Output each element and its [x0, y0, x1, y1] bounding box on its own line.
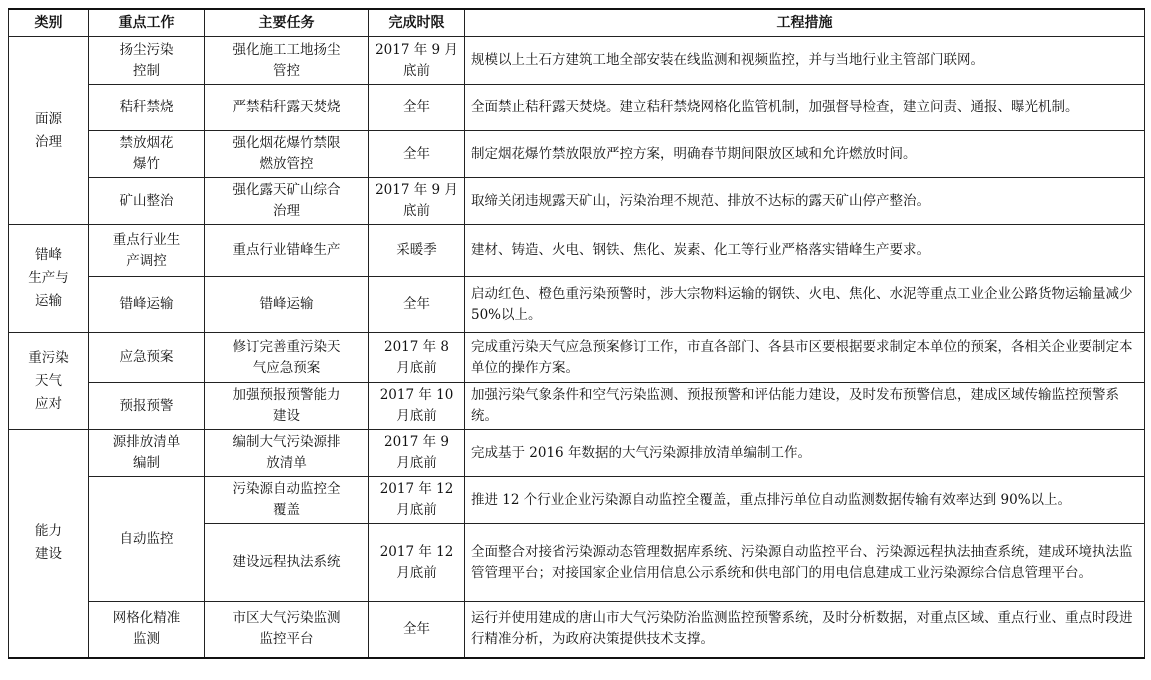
deadline-cell: 采暖季	[369, 225, 465, 277]
key-work-cell: 矿山整治	[89, 178, 205, 225]
main-task-cell: 市区大气污染监测 监控平台	[205, 602, 369, 658]
deadline-cell: 2017 年 9 月 底前	[369, 37, 465, 85]
table-row	[9, 277, 1145, 333]
key-work-cell: 错峰运输	[89, 277, 205, 333]
main-task-cell: 重点行业错峰生产	[205, 225, 369, 277]
main-task-cell: 编制大气污染源排 放清单	[205, 430, 369, 477]
deadline-cell: 2017 年 12 月底前	[369, 524, 465, 602]
key-work-cell: 禁放烟花 爆竹	[89, 131, 205, 178]
measure-cell: 全面禁止秸秆露天焚烧。建立秸秆禁烧网格化监管机制，加强督导检查，建立问责、通报、曝光机制。	[465, 85, 1145, 131]
category-cell: 错峰 生产与 运输	[9, 225, 89, 333]
measure-cell: 运行并使用建成的唐山市大气污染防治监测监控预警系统，及时分析数据，对重点区域、重点行业、重点时段进行精准分析，为政府决策提供技术支撑。	[465, 602, 1145, 658]
measures-table	[8, 8, 1145, 659]
measure-cell: 启动红色、橙色重污染预警时，涉大宗物料运输的钢铁、火电、焦化、水泥等重点工业企业公路货物运输量减少 50%以上。	[465, 277, 1145, 333]
deadline-cell: 2017 年 9 月 底前	[369, 178, 465, 225]
measure-cell: 全面整合对接省污染源动态管理数据库系统、污染源自动监控平台、污染源远程执法抽查系统，建成环境执法监管管理平台；对接国家企业信用信息公示系统和供电部门的用电信息建成工业污染源综合信息管理平台。	[465, 524, 1145, 602]
table-body	[9, 37, 1145, 658]
table-row	[9, 225, 1145, 277]
main-task-cell: 污染源自动监控全 覆盖	[205, 477, 369, 524]
key-work-cell: 自动监控	[89, 477, 205, 602]
table-row	[9, 383, 1145, 430]
table-row	[9, 430, 1145, 477]
main-task-cell: 强化施工工地扬尘 管控	[205, 37, 369, 85]
table-row	[9, 178, 1145, 225]
deadline-cell: 2017 年 8 月底前	[369, 333, 465, 383]
key-work-cell: 秸秆禁烧	[89, 85, 205, 131]
table-header	[9, 9, 1145, 37]
measure-cell: 加强污染气象条件和空气污染监测、预报预警和评估能力建设，及时发布预警信息，建成区域传输监控预警系统。	[465, 383, 1145, 430]
key-work-cell: 网格化精准 监测	[89, 602, 205, 658]
deadline-cell: 全年	[369, 85, 465, 131]
header-main-task: 主要任务	[205, 9, 369, 37]
main-task-cell: 加强预报预警能力 建设	[205, 383, 369, 430]
table-row	[9, 477, 1145, 524]
measure-cell: 推进 12 个行业企业污染源自动监控全覆盖，重点排污单位自动监测数据传输有效率达到 90%以上。	[465, 477, 1145, 524]
deadline-cell: 2017 年 9 月底前	[369, 430, 465, 477]
table-row	[9, 333, 1145, 383]
deadline-cell: 全年	[369, 602, 465, 658]
main-task-cell: 强化露天矿山综合 治理	[205, 178, 369, 225]
measure-cell: 完成基于 2016 年数据的大气污染源排放清单编制工作。	[465, 430, 1145, 477]
header-deadline: 完成时限	[369, 9, 465, 37]
key-work-cell: 扬尘污染 控制	[89, 37, 205, 85]
measure-cell: 规模以上土石方建筑工地全部安装在线监测和视频监控，并与当地行业主管部门联网。	[465, 37, 1145, 85]
deadline-cell: 全年	[369, 131, 465, 178]
header-measures: 工程措施	[465, 9, 1145, 37]
main-task-cell: 错峰运输	[205, 277, 369, 333]
table-row	[9, 602, 1145, 658]
key-work-cell: 重点行业生 产调控	[89, 225, 205, 277]
deadline-cell: 2017 年 10 月底前	[369, 383, 465, 430]
measure-cell: 取缔关闭违规露天矿山，污染治理不规范、排放不达标的露天矿山停产整治。	[465, 178, 1145, 225]
main-task-cell: 建设远程执法系统	[205, 524, 369, 602]
category-cell: 重污染 天气 应对	[9, 333, 89, 430]
header-category: 类别	[9, 9, 89, 37]
key-work-cell: 预报预警	[89, 383, 205, 430]
main-task-cell: 强化烟花爆竹禁限 燃放管控	[205, 131, 369, 178]
category-cell: 面源 治理	[9, 37, 89, 225]
main-task-cell: 修订完善重污染天 气应急预案	[205, 333, 369, 383]
key-work-cell: 源排放清单 编制	[89, 430, 205, 477]
category-cell: 能力 建设	[9, 430, 89, 658]
table-row	[9, 85, 1145, 131]
measure-cell: 完成重污染天气应急预案修订工作，市直各部门、各县市区要根据要求制定本单位的预案，各相关企业要制定本单位的操作方案。	[465, 333, 1145, 383]
key-work-cell: 应急预案	[89, 333, 205, 383]
header-key-work: 重点工作	[89, 9, 205, 37]
measure-cell: 制定烟花爆竹禁放限放严控方案，明确春节期间限放区域和允许燃放时间。	[465, 131, 1145, 178]
measure-cell: 建材、铸造、火电、钢铁、焦化、炭素、化工等行业严格落实错峰生产要求。	[465, 225, 1145, 277]
table-wrapper	[8, 8, 1144, 659]
table-row	[9, 37, 1145, 85]
main-task-cell: 严禁秸秆露天焚烧	[205, 85, 369, 131]
table-row	[9, 131, 1145, 178]
deadline-cell: 全年	[369, 277, 465, 333]
deadline-cell: 2017 年 12 月底前	[369, 477, 465, 524]
